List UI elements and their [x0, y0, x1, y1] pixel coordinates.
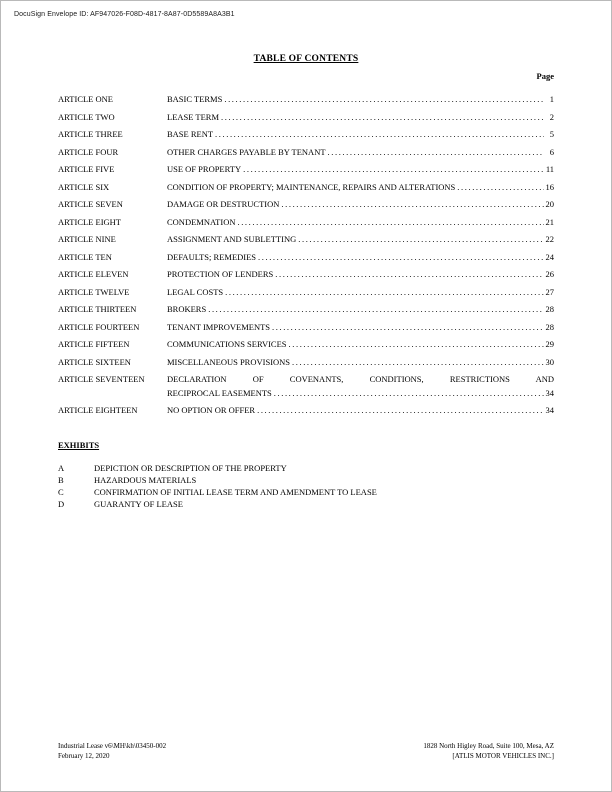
toc-entry: [58, 269, 554, 280]
footer-right: [423, 741, 554, 761]
toc-entry-title: ASSIGNMENT AND SUBLETTING: [167, 234, 297, 244]
exhibit-item: [58, 475, 554, 486]
dot-leader: [208, 304, 543, 315]
toc-page-number: 24: [545, 251, 554, 262]
toc-article-label: ARTICLE ELEVEN: [58, 269, 129, 279]
toc-list: [58, 94, 554, 416]
toc-entry-title: MISCELLANEOUS PROVISIONS: [167, 356, 291, 367]
toc-article-label: ARTICLE TWO: [58, 111, 115, 122]
footer-document-ref: Industrial Lease v6\MH\kh\03450-002: [58, 742, 167, 750]
toc-entry: [58, 112, 554, 123]
toc-page-number: 16: [545, 181, 554, 192]
exhibit-letter: C: [58, 487, 64, 497]
toc-entry: [58, 322, 554, 333]
page-footer: [58, 741, 554, 761]
toc-entry: [58, 182, 554, 193]
toc-entry: [58, 304, 554, 315]
toc-entry-main: [167, 322, 554, 333]
toc-article-label: ARTICLE FIFTEEN: [58, 339, 130, 349]
toc-entry-main: [167, 339, 554, 350]
toc-entry-main: [167, 217, 554, 228]
exhibit-item: [58, 499, 554, 510]
toc-entry: [58, 129, 554, 140]
dot-leader: [272, 322, 543, 333]
toc-page-number: 2: [549, 111, 554, 122]
toc-entry-title: DAMAGE OR DESTRUCTION: [167, 199, 280, 209]
toc-entry-main: [167, 269, 554, 280]
toc-entry: [58, 164, 554, 175]
toc-entry-title: BASE RENT: [167, 129, 214, 139]
toc-entry-title: DECLARATION OF COVENANTS, CONDITIONS, RESTRICTIONS AND: [167, 374, 554, 384]
toc-article-label: ARTICLE FOUR: [58, 146, 119, 157]
footer-left: [58, 741, 166, 761]
toc-entry-main: [167, 252, 554, 263]
toc-entry-main: [167, 304, 554, 315]
toc-article-label: ARTICLE SEVEN: [58, 199, 123, 209]
exhibit-letter: B: [58, 475, 64, 485]
toc-page-number: 22: [545, 234, 554, 244]
toc-entry: [58, 217, 554, 228]
toc-entry-title-continuation: [167, 388, 554, 399]
toc-entry-title: OTHER CHARGES PAYABLE BY TENANT: [167, 146, 326, 157]
toc-article-label: ARTICLE TWELVE: [58, 286, 130, 297]
toc-entry-main: [167, 147, 554, 158]
exhibit-item: [58, 463, 554, 474]
toc-entry: [58, 234, 554, 245]
toc-entry-title: NO OPTION OR OFFER: [167, 405, 256, 415]
toc-entry-main: [167, 374, 554, 398]
toc-entry-main: [167, 287, 554, 298]
toc-article-label: ARTICLE NINE: [58, 234, 116, 244]
dot-leader: [224, 94, 544, 105]
dot-leader: [457, 182, 543, 193]
toc-page-number: 26: [545, 269, 554, 279]
toc-page-number: 30: [545, 356, 554, 367]
dot-leader: [215, 129, 544, 140]
toc-entry: [58, 287, 554, 298]
dot-leader: [298, 234, 543, 245]
exhibit-letter: D: [58, 499, 65, 509]
toc-entry: [58, 339, 554, 350]
toc-entry-main: [167, 129, 554, 140]
toc-entry-title: CONDITION OF PROPERTY; MAINTENANCE, REPAIRS AND ALTERATIONS: [167, 181, 456, 192]
toc-article-label: ARTICLE SIX: [58, 181, 110, 192]
dot-leader: [328, 147, 544, 158]
toc-article-label: ARTICLE SEVENTEEN: [58, 374, 145, 384]
toc-entry-main: [167, 405, 554, 416]
toc-title: TABLE OF CONTENTS: [253, 54, 359, 64]
exhibit-title: DEPICTION OR DESCRIPTION OF THE PROPERTY: [94, 463, 287, 473]
toc-page-number: 21: [545, 216, 554, 227]
toc-page-number: 11: [545, 164, 554, 174]
dot-leader: [281, 199, 543, 210]
dot-leader: [289, 339, 544, 350]
toc-entry: [58, 252, 554, 263]
exhibit-letter: A: [58, 463, 65, 473]
toc-entry-title: DEFAULTS; REMEDIES: [167, 251, 257, 262]
toc-page-number: 34: [545, 405, 554, 415]
toc-page-number: 34: [545, 387, 554, 398]
toc-entry-title: LEGAL COSTS: [167, 286, 224, 297]
toc-entry-title: LEASE TERM: [167, 111, 220, 122]
exhibit-title: CONFIRMATION OF INITIAL LEASE TERM AND AMENDMENT TO LEASE: [94, 487, 377, 497]
toc-entry-main: [167, 164, 554, 175]
toc-entry-main: [167, 182, 554, 193]
dot-leader: [221, 112, 544, 123]
toc-article-label: ARTICLE FIVE: [58, 164, 115, 174]
toc-entry-main: [167, 199, 554, 210]
toc-entry-main: [167, 357, 554, 368]
toc-article-label: ARTICLE TEN: [58, 251, 112, 262]
toc-entry: [58, 147, 554, 158]
toc-page-number: 1: [549, 94, 554, 104]
exhibit-item: [58, 487, 554, 498]
docusign-envelope-id: DocuSign Envelope ID: AF947026-F08D-4817-8A87-0D5589A8A3B1: [14, 11, 235, 18]
page-column-header: Page: [536, 71, 554, 81]
page-content: [58, 54, 554, 511]
toc-entry-main: [167, 94, 554, 105]
exhibits-title: EXHIBITS: [58, 439, 100, 450]
toc-entry-main: [167, 112, 554, 123]
toc-entry-title: PROTECTION OF LENDERS: [167, 269, 274, 279]
toc-entry: [58, 199, 554, 210]
footer-date: February 12, 2020: [58, 752, 110, 760]
toc-entry: [58, 94, 554, 105]
dot-leader: [225, 287, 543, 298]
dot-leader: [292, 357, 543, 368]
toc-page-number: 5: [549, 129, 554, 139]
toc-entry-title: BROKERS: [167, 304, 207, 314]
footer-address: 1828 North Higley Road, Suite 100, Mesa, AZ: [423, 742, 554, 750]
toc-entry: [58, 374, 554, 398]
dot-leader: [274, 388, 544, 399]
toc-article-label: ARTICLE FOURTEEN: [58, 321, 140, 332]
footer-company: [ATLIS MOTOR VEHICLES INC.]: [452, 752, 554, 760]
toc-entry: [58, 405, 554, 416]
dot-leader: [258, 252, 543, 263]
toc-entry-title: BASIC TERMS: [167, 94, 223, 104]
toc-entry-title: TENANT IMPROVEMENTS: [167, 321, 271, 332]
dot-leader: [243, 164, 544, 175]
dot-leader: [257, 405, 543, 416]
toc-page-number: 28: [545, 304, 554, 314]
toc-article-label: ARTICLE THREE: [58, 129, 123, 139]
exhibit-title: HAZARDOUS MATERIALS: [94, 475, 197, 485]
dot-leader: [237, 217, 543, 228]
dot-leader: [275, 269, 543, 280]
toc-article-label: ARTICLE EIGHT: [58, 216, 121, 227]
toc-page-number: 29: [545, 339, 554, 349]
toc-entry-title2: RECIPROCAL EASEMENTS: [167, 387, 272, 398]
toc-entry-title: COMMUNICATIONS SERVICES: [167, 339, 287, 349]
toc-entry-main: [167, 234, 554, 245]
toc-article-label: ARTICLE ONE: [58, 94, 113, 104]
toc-page-number: 6: [549, 146, 554, 157]
toc-entry: [58, 357, 554, 368]
toc-entry-title: USE OF PROPERTY: [167, 164, 242, 174]
toc-page-number: 28: [545, 321, 554, 332]
toc-entry-title: CONDEMNATION: [167, 216, 236, 227]
exhibit-title: GUARANTY OF LEASE: [94, 499, 183, 509]
toc-article-label: ARTICLE SIXTEEN: [58, 356, 131, 367]
toc-page-number: 27: [545, 286, 554, 297]
toc-page-number: 20: [545, 199, 554, 209]
exhibits-list: [58, 463, 554, 510]
toc-article-label: ARTICLE EIGHTEEN: [58, 405, 138, 415]
toc-article-label: ARTICLE THIRTEEN: [58, 304, 137, 314]
